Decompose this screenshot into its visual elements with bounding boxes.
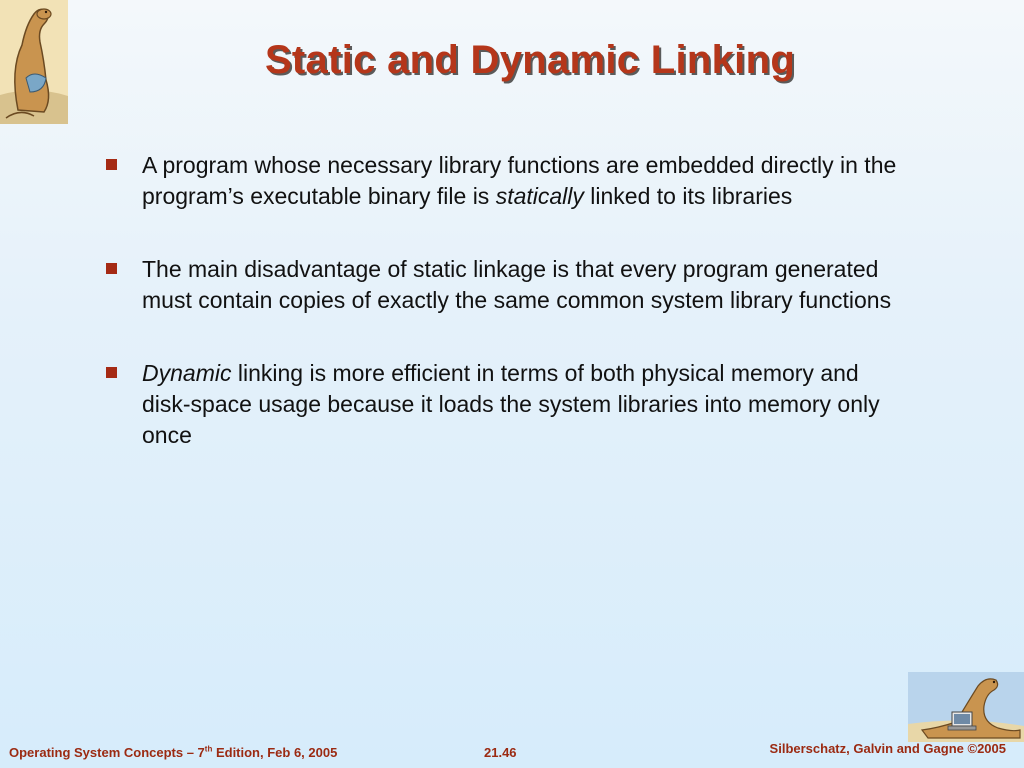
- footer-superscript: th: [204, 744, 213, 754]
- slide-title: Static and Dynamic Linking: [264, 38, 796, 82]
- bullet-item: [104, 358, 904, 451]
- square-bullet-icon: [106, 159, 117, 170]
- bullet-emphasis: Dynamic: [142, 360, 232, 386]
- footer-page-number: 21.46: [484, 745, 517, 760]
- bullet-list: [104, 150, 904, 493]
- dinosaur-laptop-illustration-icon: [908, 672, 1024, 742]
- bullet-text: A program whose necessary library functions are embedded directly in the program’s executable binary file is: [142, 152, 897, 209]
- square-bullet-icon: [106, 367, 117, 378]
- bullet-text: linked to its libraries: [583, 183, 793, 209]
- bullet-item: [104, 150, 904, 212]
- footer-book-title: [9, 745, 337, 760]
- dinosaur-illustration-icon: [0, 0, 68, 124]
- footer-book-title-text: Operating System Concepts – 7: [9, 745, 205, 760]
- footer-copyright: Silberschatz, Galvin and Gagne ©2005: [769, 741, 1006, 756]
- bullet-emphasis: statically: [495, 183, 584, 209]
- bullet-item: [104, 254, 904, 316]
- bullet-text: The main disadvantage of static linkage is that every program generated must contain copies of exactly the same common system library functions: [142, 256, 892, 313]
- square-bullet-icon: [106, 263, 117, 274]
- bullet-text: linking is more efficient in terms of both physical memory and disk-space usage because it loads the system libraries into memory only once: [142, 360, 880, 448]
- footer-edition-text: Edition, Feb 6, 2005: [212, 745, 338, 760]
